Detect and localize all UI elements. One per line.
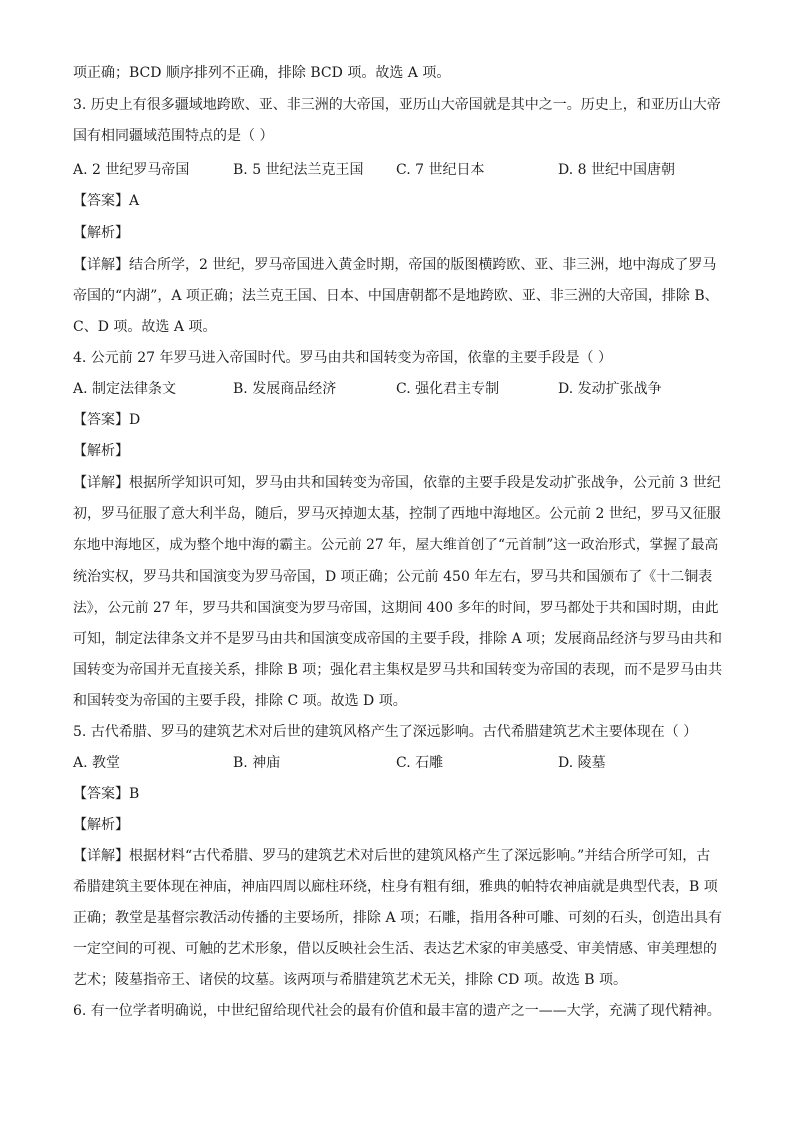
q5-detail-line4: 一定空间的可视、可触的艺术形象，借以反映社会生活、表达艺术家的审美感受、审美情感、审美理想的: [73, 941, 717, 957]
q5-stem-line1: 5. 古代希腊、罗马的建筑艺术对后世的建筑风格产生了深远影响。古代希腊建筑艺术主要体现在（ ）: [73, 724, 698, 740]
q5-detail-line2: 希腊建筑主要体现在神庙，神庙四周以廊柱环绕，柱身有粗有细，雅典的帕特农神庙就是典型代表，B 项: [73, 879, 718, 895]
q4-options: [73, 379, 723, 399]
q4-detail-line3: 东地中海地区，成为整个地中海的霸主。公元前 27 年，屋大维首创了“元首制”这一政治形式，掌握了最高: [73, 537, 719, 553]
q5-detail-line3: 正确；教堂是基督宗教活动传播的主要场所，排除 A 项；石雕，指用各种可雕、可刻的石头，创造出具有: [73, 910, 723, 926]
q4-stem-line1: 4. 公元前 27 年罗马进入帝国时代。罗马由共和国转变为帝国，依靠的主要手段是（ ）: [73, 350, 612, 366]
previous-answer-tail: 项正确；BCD 顺序排列不正确，排除 BCD 项。故选 A 项。: [73, 65, 451, 81]
q5-answer: 【答案】B: [73, 786, 140, 802]
q4-option-b: B. 发展商品经济: [233, 381, 337, 397]
q4-detail-line2: 初，罗马征服了意大利半岛，随后，罗马灭掉迦太基，控制了西地中海地区。公元前 2 世纪，罗马又征服: [73, 506, 721, 522]
q3-answer: 【答案】A: [73, 193, 140, 209]
q4-detail-line8: 和国转变为帝国的主要手段，排除 C 项。故选 D 项。: [73, 693, 407, 709]
q5-options: [73, 753, 723, 773]
q5-option-c: C. 石雕: [396, 755, 444, 771]
q4-option-a: A. 制定法律条文: [73, 381, 177, 397]
q5-option-a: A. 教堂: [73, 755, 121, 771]
q3-option-b: B. 5 世纪法兰克王国: [233, 162, 364, 178]
q4-detail-line7: 国转变为帝国并无直接关系，排除 B 项；强化君主集权是罗马共和国转变为帝国的表现，而不是罗马由共: [73, 662, 723, 678]
q4-analysis-label: 【解析】: [73, 443, 129, 459]
q4-answer: 【答案】D: [73, 412, 141, 428]
q3-option-a: A. 2 世纪罗马帝国: [73, 162, 190, 178]
q4-detail-line5: 法》，公元前 27 年，罗马共和国演变为罗马帝国，这期间 400 多年的时间，罗马都处于共和国时期，由此: [73, 600, 719, 616]
q3-option-c: C. 7 世纪日本: [396, 162, 485, 178]
q5-analysis-label: 【解析】: [73, 817, 129, 833]
q4-detail-line1: 【详解】根据所学知识可知，罗马由共和国转变为帝国，依靠的主要手段是发动扩张战争，公元前 3 世纪: [73, 475, 721, 491]
q4-option-c: C. 强化君主专制: [396, 381, 500, 397]
q6-stem-line1: 6. 有一位学者明确说，中世纪留给现代社会的最有价值和最丰富的遗产之一——大学，充满了现代精神。: [73, 1003, 721, 1019]
q5-option-b: B. 神庙: [233, 755, 281, 771]
q3-option-d: D. 8 世纪中国唐朝: [558, 162, 675, 178]
q3-options: [73, 160, 723, 180]
q3-stem-line1: 3. 历史上有很多疆域地跨欧、亚、非三洲的大帝国，亚历山大帝国就是其中之一。历史上，和亚历山大帝: [73, 97, 721, 113]
q4-option-d: D. 发动扩张战争: [558, 381, 662, 397]
q4-detail-line6: 可知，制定法律条文并不是罗马由共和国演变成帝国的主要手段，排除 A 项；发展商品经济与罗马由共和: [73, 631, 723, 647]
q5-detail-line5: 艺术；陵墓指帝王、诸侯的坟墓。该两项与希腊建筑艺术无关，排除 CD 项。故选 B 项。: [73, 972, 628, 988]
q3-detail-line3: C、D 项。故选 A 项。: [73, 319, 217, 335]
q5-detail-line1: 【详解】根据材料“古代希腊、罗马的建筑艺术对后世的建筑风格产生了深远影响。”并结合所学可知，古: [73, 848, 711, 864]
q5-option-d: D. 陵墓: [558, 755, 606, 771]
q3-analysis-label: 【解析】: [73, 225, 129, 241]
q4-detail-line4: 统治实权，罗马共和国演变为罗马帝国，D 项正确；公元前 450 年左右，罗马共和国颁布了《十二铜表: [73, 569, 713, 585]
q3-detail-line2: 帝国的“内湖”，A 项正确；法兰克王国、日本、中国唐朝都不是地跨欧、亚、非三洲的大帝国，排除 B、: [73, 288, 719, 304]
q3-detail-line1: 【详解】结合所学，2 世纪，罗马帝国进入黄金时期，帝国的版图横跨欧、亚、非三洲，地中海成了罗马: [73, 257, 717, 273]
q3-stem-line2: 国有相同疆域范围特点的是（ ）: [73, 128, 274, 144]
